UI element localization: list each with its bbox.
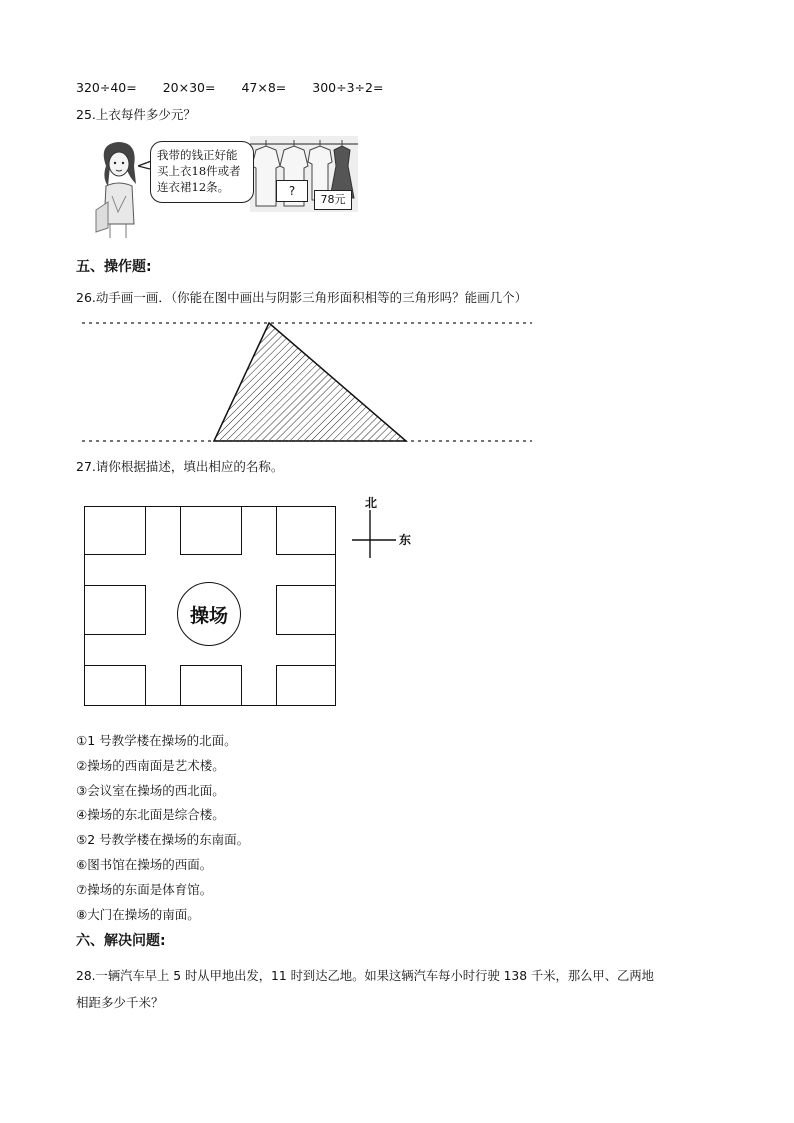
- shaded-triangle: [214, 323, 406, 441]
- question-27-label: 27.请你根据描述，填出相应的名称。: [76, 459, 284, 474]
- triangle-diagram: [76, 315, 536, 447]
- calc-row: [76, 80, 405, 95]
- clue-item: ⑤2 号教学楼在操场的东南面。: [76, 832, 250, 848]
- girl-icon: [88, 136, 152, 240]
- section-6-heading: 六、解决问题:: [76, 933, 166, 949]
- speech-line: 我带的钱正好能: [157, 148, 238, 162]
- map-box-east[interactable]: [276, 585, 336, 635]
- clue-item: ①1 号教学楼在操场的北面。: [76, 733, 237, 748]
- map-box-southeast[interactable]: [276, 665, 336, 706]
- speech-bubble: [150, 141, 254, 203]
- map-box-north[interactable]: [180, 506, 242, 555]
- question-28-line-1: 28.一辆汽车早上 5 时从甲地出发，11 时到达乙地。如果这辆汽车每小时行驶 138 千米，那么甲、乙两地: [76, 969, 654, 983]
- question-28-line-2: 相距多少千米？: [76, 995, 164, 1010]
- map-box-northeast[interactable]: [276, 506, 336, 555]
- map-box-northwest[interactable]: [84, 506, 146, 555]
- speech-line: 连衣裙12条。: [157, 180, 230, 194]
- clue-item: ⑥图书馆在操场的西面。: [76, 856, 213, 872]
- calc-item: 20×30=: [162, 80, 216, 95]
- calc-item: 300÷3÷2=: [312, 80, 384, 95]
- compass-east-label: 东: [399, 533, 412, 547]
- map-box-west[interactable]: [84, 585, 146, 635]
- compass: [352, 494, 412, 560]
- question-25-label: 25.上衣每件多少元？: [76, 107, 196, 122]
- compass-cross-icon: [352, 508, 400, 560]
- map-box-southwest[interactable]: [84, 665, 146, 706]
- map-box-south[interactable]: [180, 665, 242, 706]
- question-26-label: 26.动手画一画．（你能在图中画出与阴影三角形面积相等的三角形吗？能画几个）: [76, 290, 528, 305]
- speech-line: 买上衣18件或者: [157, 164, 241, 178]
- section-5-heading: 五、操作题:: [76, 259, 152, 275]
- compass-north-label: 北: [365, 496, 378, 510]
- clue-item: ④操场的东北面是综合楼。: [76, 807, 225, 823]
- clue-item: ②操场的西南面是艺术楼。: [76, 757, 225, 773]
- clue-item: ⑧大门在操场的南面。: [76, 906, 200, 922]
- calc-item: 320÷40=: [76, 80, 137, 95]
- playground-circle: 操场: [177, 582, 241, 646]
- dress-price-tag: 78元: [314, 190, 352, 210]
- clue-item: ⑦操场的东面是体育馆。: [76, 881, 213, 897]
- calc-item: 47×8=: [241, 80, 287, 95]
- clue-list: [76, 729, 249, 927]
- clue-item: ③会议室在操场的西北面。: [76, 782, 225, 798]
- shirt-price-tag: ?: [276, 180, 308, 202]
